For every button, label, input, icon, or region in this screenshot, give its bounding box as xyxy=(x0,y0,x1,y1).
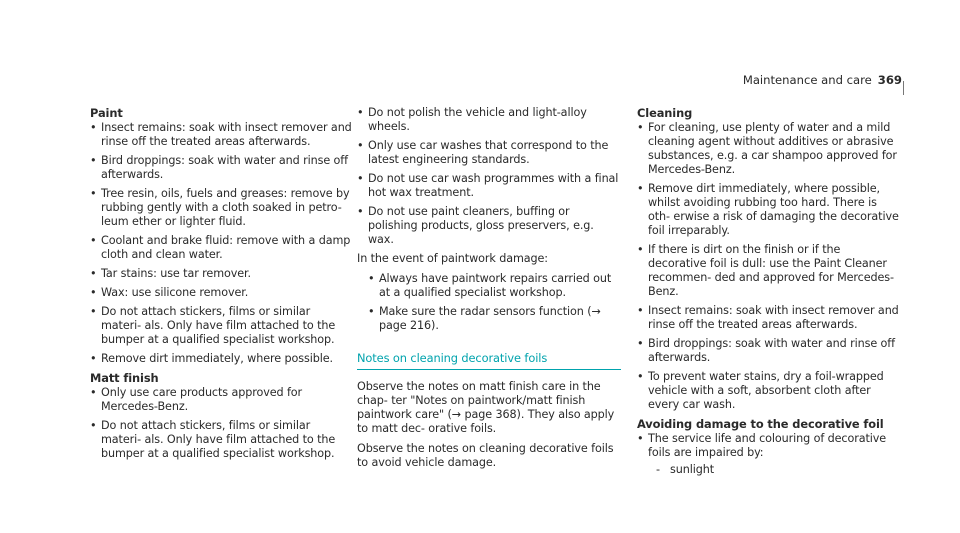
page-header xyxy=(736,73,902,93)
list-item: • If there is dirt on the finish or if the decorative foil is dull: use the Paint Cleaner recommen- ded and approved for Mercedes-Benz. xyxy=(637,243,899,299)
cleaning-list xyxy=(637,121,899,412)
list-item: • Insect remains: soak with insect remover and rinse off the treated areas afterwards. xyxy=(90,121,352,149)
column-1 xyxy=(90,106,352,466)
paragraph: Observe the notes on matt finish care in the chap- ter "Notes on paintwork/matt finish paintwork care" (→ page 368). They also apply to matt dec- orative foils. xyxy=(357,380,615,435)
column-2 xyxy=(357,106,621,476)
list-item: • For cleaning, use plenty of water and a mild cleaning agent without additives or abrasive substances, e.g. a car shampoo approved for Mercedes-Benz. xyxy=(637,121,899,177)
list-item: • Remove dirt immediately, where possible. xyxy=(90,352,352,366)
list-item: • Tar stains: use tar remover. xyxy=(90,267,352,281)
list-item xyxy=(368,305,621,333)
paragraph: Observe the notes on cleaning decorative foils to avoid vehicle damage. xyxy=(357,442,614,469)
list-item: • Do not use paint cleaners, buffing or polishing products, gloss preservers, e.g. wax. xyxy=(357,205,621,247)
matt-finish-heading: Matt finish xyxy=(90,371,159,385)
section-title: Maintenance and care xyxy=(742,73,872,87)
list-item: • Tree resin, oils, fuels and greases: remove by rubbing gently with a cloth soaked in petro- leum ether or lighter fluid. xyxy=(90,187,352,229)
list-item: • Do not attach stickers, films or similar materi- als. Only have film attached to the bumper at a qualified specialist workshop. xyxy=(90,305,352,347)
list-item: • Insect remains: soak with insect remover and rinse off the treated areas afterwards. xyxy=(637,304,899,332)
damage-list xyxy=(357,272,621,333)
list-item: • Do not use car wash programmes with a final hot wax treatment. xyxy=(357,172,621,200)
column-3 xyxy=(637,106,899,482)
list-item: • Coolant and brake fluid: remove with a damp cloth and clean water. xyxy=(90,234,352,262)
sub-item xyxy=(648,463,899,477)
list-item: • Do not attach stickers, films or similar materi- als. Only have film attached to the bumper at a qualified specialist workshop. xyxy=(90,419,352,461)
header-text xyxy=(743,73,902,87)
header-rule xyxy=(903,81,904,95)
foils-section-heading: Notes on cleaning decorative foils xyxy=(357,351,621,370)
list-item: • Only use care products approved for Mercedes-Benz. xyxy=(90,386,352,414)
list-item: • Remove dirt immediately, where possible, whilst avoiding rubbing too hard. There is oth- erwise a risk of damaging the decorative foil irreparably. xyxy=(637,182,899,238)
avoid-damage-heading: Avoiding damage to the decorative foil xyxy=(637,417,884,431)
dash-marker: - xyxy=(656,463,660,476)
avoid-list xyxy=(637,432,899,477)
list-item: • Do not polish the vehicle and light-alloy wheels. xyxy=(357,106,621,134)
sub-item-text: sunlight xyxy=(670,463,715,476)
page-number: 369 xyxy=(877,73,902,87)
care-list xyxy=(357,106,621,247)
list-item: • Bird droppings: soak with water and rinse off afterwards. xyxy=(90,154,352,182)
paint-list xyxy=(90,121,352,366)
list-item: • Always have paintwork repairs carried out at a qualified specialist workshop. xyxy=(368,272,621,300)
page-link[interactable]: Make sure the radar sensors function (→ page 216). xyxy=(379,305,601,332)
list-item: • Only use car washes that correspond to the latest engineering standards. xyxy=(357,139,621,167)
list-item xyxy=(637,432,899,477)
list-item-text: The service life and colouring of decorative foils are impaired by: xyxy=(648,432,887,459)
cleaning-heading: Cleaning xyxy=(637,106,693,120)
damage-intro: In the event of paintwork damage: xyxy=(357,252,548,265)
list-item: • Wax: use silicone remover. xyxy=(90,286,352,300)
paint-heading: Paint xyxy=(90,106,123,120)
list-item: • Bird droppings: soak with water and rinse off afterwards. xyxy=(637,337,899,365)
matt-list xyxy=(90,386,352,461)
list-item: • To prevent water stains, dry a foil-wrapped vehicle with a soft, absorbent cloth after every car wash. xyxy=(637,370,899,412)
